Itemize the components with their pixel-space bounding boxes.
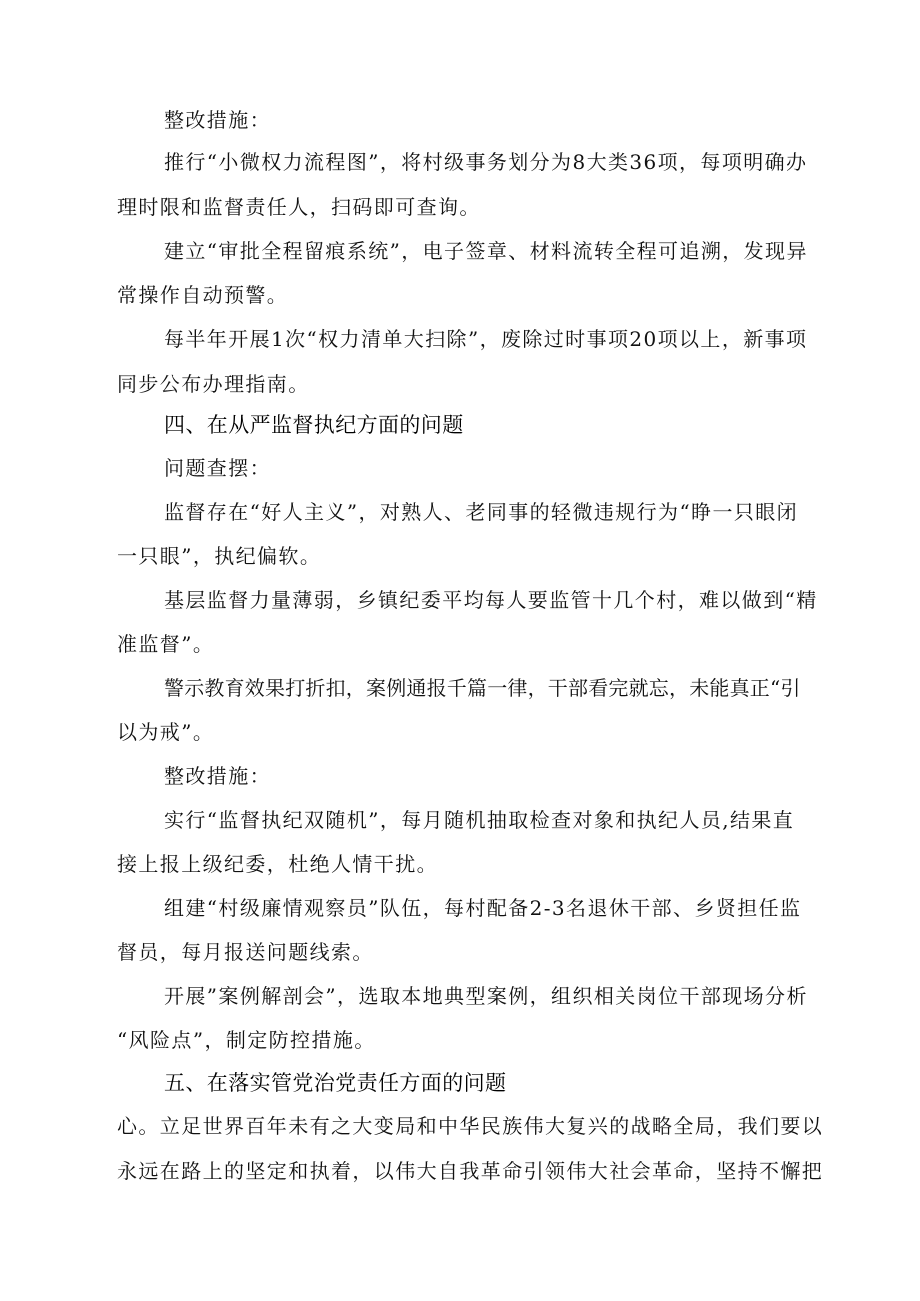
paragraph-line: “风险点”，制定防控措施。 bbox=[117, 1028, 376, 1052]
paragraph-line: 理时限和监督责任人，扫码即可查询。 bbox=[117, 195, 481, 219]
paragraph-line: 督员，每月报送问题线索。 bbox=[117, 940, 374, 964]
paragraph-line: 以为戒”。 bbox=[117, 720, 215, 744]
paragraph-line: 准监督”。 bbox=[117, 632, 215, 656]
paragraph-line: 推行“小微权力流程图”，将村级事务划分为8大类36项，每项明确办 bbox=[164, 150, 808, 174]
paragraph-line: 一只眼”，执纪偏软。 bbox=[117, 544, 322, 568]
paragraph-line: 接上报上级纪委，杜绝人情干扰。 bbox=[117, 852, 438, 876]
paragraph-line: 警示教育效果打折扣，案例通报千篇一律，干部看完就忘，未能真正“引 bbox=[164, 676, 801, 700]
paragraph-line: 基层监督力量薄弱，乡镇纪委平均每人要监管十几个村，难以做到“精 bbox=[164, 588, 818, 612]
paragraph-line: 开展”案例解剖会”，选取本地典型案例，组织相关岗位干部现场分析 bbox=[164, 984, 808, 1008]
paragraph-line: 同步公布办理指南。 bbox=[117, 372, 310, 396]
paragraph-line: 建立“审批全程留痕系统”，电子签章、材料流转全程可追溯，发现异 bbox=[164, 239, 808, 263]
section-heading-five: 五、在落实管党治党责任方面的问题 bbox=[164, 1071, 507, 1095]
paragraph-line: 监督存在“好人主义”，对熟人、老同事的轻微违规行为“睁一只眼闭 bbox=[164, 500, 799, 524]
subheading-problem-review: 问题查摆： bbox=[164, 456, 271, 480]
paragraph-line: 常操作自动预警。 bbox=[117, 283, 289, 307]
subheading-rectification-measures: 整改措施： bbox=[164, 108, 271, 132]
paragraph-line: 实行“监督执纪双随机”，每月随机抽取检查对象和执纪人员,结果直 bbox=[164, 808, 795, 832]
paragraph-line: 永远在路上的坚定和执着，以伟大自我革命引领伟大社会革命，坚持不懈把 bbox=[117, 1159, 824, 1183]
subheading-rectification-measures: 整改措施： bbox=[164, 764, 271, 788]
paragraph-line: 心。立足世界百年未有之大变局和中华民族伟大复兴的战略全局，我们要以 bbox=[117, 1114, 824, 1138]
section-heading-four: 四、在从严监督执纪方面的问题 bbox=[164, 413, 464, 437]
paragraph-line: 组建“村级廉情观察员”队伍，每村配备2-3名退休干部、乡贤担任监 bbox=[164, 896, 802, 920]
paragraph-line: 每半年开展1次“权力清单大扫除”，废除过时事项20项以上，新事项 bbox=[164, 327, 808, 351]
